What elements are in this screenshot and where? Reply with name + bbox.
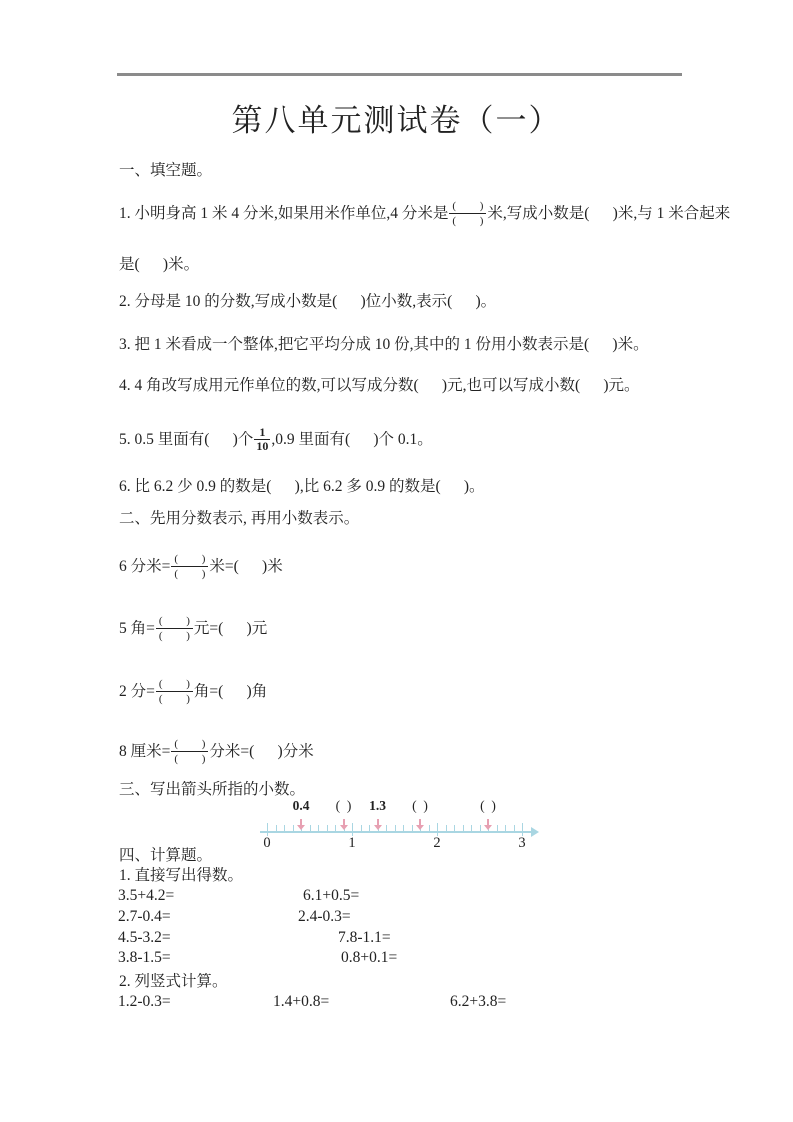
question-1-line-2 [119, 255, 199, 275]
text-segment: 2. 分母是 10 的分数,写成小数是( )位小数,表示( )。 [119, 293, 497, 310]
paren-close: ) [201, 753, 206, 765]
fraction-blank [171, 737, 208, 766]
text-segment: 2.4-0.3= [298, 908, 351, 925]
fraction-blank-denominator [171, 567, 208, 581]
text-segment: 米,写成小数是( )米,与 1 米合起来 [487, 205, 731, 223]
tick-mark [276, 825, 277, 832]
calc-expression [118, 992, 171, 1012]
arrow-head [297, 825, 305, 830]
down-arrow-icon [374, 819, 382, 830]
text-segment: 1.4+0.8= [273, 993, 330, 1010]
tick-mark [454, 825, 455, 832]
tick-mark [514, 825, 515, 832]
axis-number: 1 [348, 835, 356, 851]
arrow-blank-label: ( ) [335, 798, 352, 813]
paren-open: ( [174, 753, 179, 765]
tick-mark [327, 825, 328, 832]
text-segment: ,0.9 里面有( )个 0.1。 [271, 431, 433, 449]
text-segment: 四、计算题。 [119, 847, 213, 864]
text-segment: 5 角= [119, 620, 155, 638]
question-2 [119, 292, 496, 312]
paren-open: ( [452, 215, 457, 227]
calc-vertical-heading [119, 972, 228, 992]
arrow-head [416, 825, 424, 830]
text-segment: 元=( )元 [193, 620, 268, 638]
calc-expression [341, 948, 397, 968]
arrow-blank-label: ( ) [480, 798, 496, 813]
calc-expression [303, 886, 359, 906]
text-segment: 1.2-0.3= [118, 993, 171, 1010]
tick-mark [505, 825, 506, 832]
text-segment: 5. 0.5 里面有( )个 [119, 431, 254, 449]
down-arrow-icon [484, 819, 492, 830]
axis-number: 3 [518, 835, 526, 851]
fraction-numerator: 1 [254, 426, 270, 440]
tick-mark [335, 825, 336, 832]
calc-expression [118, 886, 174, 906]
text-segment: 1. 直接写出得数。 [119, 867, 244, 884]
text-segment: 4.5-3.2= [118, 929, 171, 946]
question-6 [119, 477, 485, 497]
arrow-head [340, 825, 348, 830]
tick-mark [318, 825, 319, 832]
text-segment: 米=( )米 [209, 558, 283, 576]
number-line [0, 795, 793, 857]
down-arrow-icon [340, 819, 348, 830]
fraction-blank-numerator [171, 737, 208, 752]
fraction-blank [171, 552, 208, 581]
text-segment: 7.8-1.1= [338, 929, 391, 946]
arrow-value-label: 0.4 [292, 798, 310, 813]
fraction-denominator: 10 [256, 439, 269, 453]
text-segment: 一、填空题。 [119, 162, 213, 179]
calc-direct-heading [119, 866, 243, 886]
axis-number: 2 [433, 835, 441, 851]
tick-mark [471, 825, 472, 832]
text-segment: 6 分米= [119, 558, 171, 576]
paren-close: ) [186, 615, 190, 627]
text-segment: 8 厘米= [119, 743, 171, 761]
calc-expression [118, 907, 171, 927]
fraction-blank [156, 614, 193, 643]
fraction-blank [449, 199, 486, 228]
arrow-head [484, 825, 492, 830]
paren-close: ) [201, 738, 206, 750]
tick-mark [284, 825, 285, 832]
arrow-head [374, 825, 382, 830]
paren-close: ) [479, 200, 484, 212]
calc-expression [118, 928, 171, 948]
tick-mark [395, 825, 396, 832]
conversion-3 [119, 678, 267, 707]
paren-open: ( [158, 693, 163, 705]
paren-open: ( [452, 200, 457, 212]
fraction-blank-numerator [449, 199, 486, 214]
text-segment: 3. 把 1 米看成一个整体,把它平均分成 10 份,其中的 1 份用小数表示是( )米。 [119, 336, 649, 353]
text-segment: 2 分= [119, 683, 155, 701]
paren-close: ) [186, 678, 190, 690]
text-segment: 分米=( )分米 [209, 743, 314, 761]
tick-mark [412, 825, 413, 832]
text-segment: 2.7-0.4= [118, 908, 171, 925]
fraction-blank-numerator [171, 552, 208, 567]
paren-close: ) [186, 693, 190, 705]
fraction-blank-denominator [156, 692, 193, 706]
paren-open: ( [158, 630, 163, 642]
fraction-blank-denominator [156, 629, 193, 643]
text-segment: 3.5+4.2= [118, 887, 175, 904]
conversion-2 [119, 615, 267, 644]
text-segment: 1. 小明身高 1 米 4 分米,如果用米作单位,4 分米是 [119, 205, 449, 223]
tick-mark [480, 825, 481, 832]
section-2-heading [119, 509, 359, 529]
fraction [254, 426, 270, 453]
text-segment: 3.8-1.5= [118, 949, 171, 966]
paren-open: ( [158, 615, 163, 627]
text-segment: 6.1+0.5= [303, 887, 360, 904]
tick-mark [386, 825, 387, 832]
text-segment: 二、先用分数表示, 再用小数表示。 [119, 510, 360, 527]
arrow-blank-label: ( ) [412, 798, 428, 813]
fraction-blank-denominator [449, 214, 486, 228]
paren-close: ) [201, 568, 206, 580]
fraction-blank-denominator [171, 752, 208, 766]
calc-expression [298, 907, 351, 927]
question-3 [119, 335, 649, 355]
section-1-heading [119, 161, 212, 181]
fraction-blank [156, 677, 193, 706]
tick-mark [403, 825, 404, 832]
arrow-value-label: 1.3 [369, 798, 386, 813]
paren-open: ( [174, 568, 179, 580]
calc-expression [450, 992, 506, 1012]
paren-close: ) [479, 215, 484, 227]
text-segment: 三、写出箭头所指的小数。 [119, 781, 306, 798]
text-segment: 6.2+3.8= [450, 993, 507, 1010]
paren-open: ( [174, 553, 179, 565]
axis-number: 0 [263, 835, 271, 851]
tick-mark [497, 825, 498, 832]
fraction-blank-numerator [156, 614, 193, 629]
paren-open: ( [174, 738, 179, 750]
top-divider [117, 73, 682, 76]
text-segment: 4. 4 角改写成用元作单位的数,可以写成分数( )元,也可以写成小数( )元。 [119, 377, 640, 394]
calc-expression [118, 948, 171, 968]
tick-mark [369, 825, 370, 832]
question-5 [119, 427, 433, 454]
conversion-1 [119, 553, 283, 582]
question-4 [119, 376, 640, 396]
conversion-4 [119, 738, 314, 767]
question-1-line-1 [119, 200, 730, 229]
tick-mark [429, 825, 430, 832]
text-segment: 是( )米。 [119, 256, 200, 273]
calc-expression [338, 928, 391, 948]
paren-close: ) [201, 553, 206, 565]
down-arrow-icon [416, 819, 424, 830]
tick-mark [446, 825, 447, 832]
text-segment: 6. 比 6.2 少 0.9 的数是( ),比 6.2 多 0.9 的数是( )。 [119, 478, 485, 495]
tick-mark [310, 825, 311, 832]
text-segment: 0.8+0.1= [341, 949, 398, 966]
fraction-blank-numerator [156, 677, 193, 692]
down-arrow-icon [297, 819, 305, 830]
calc-expression [273, 992, 329, 1012]
paren-open: ( [158, 678, 163, 690]
paren-close: ) [186, 630, 190, 642]
tick-mark [293, 825, 294, 832]
text-segment: 角=( )角 [193, 683, 268, 701]
tick-mark [463, 825, 464, 832]
page-title: 第八单元测试卷（一） [231, 103, 562, 138]
text-segment: 2. 列竖式计算。 [119, 973, 228, 990]
tick-mark [361, 825, 362, 832]
